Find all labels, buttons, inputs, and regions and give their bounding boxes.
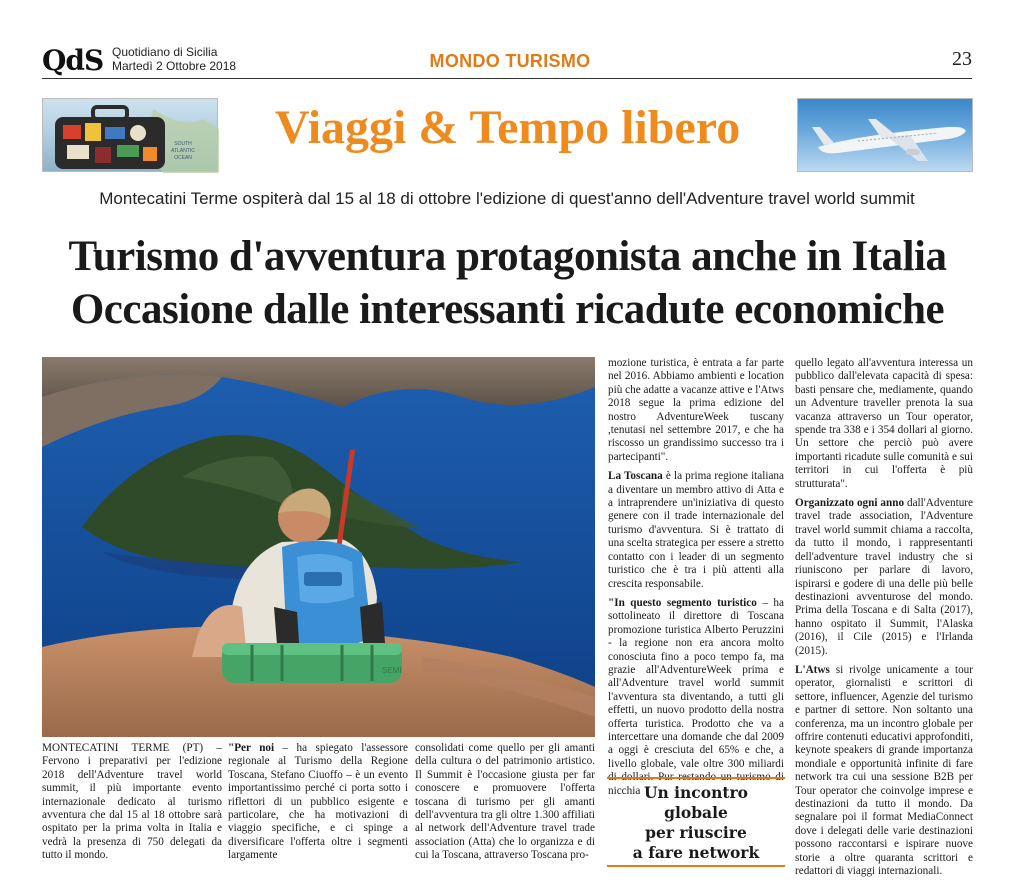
dateline: MONTECATINI TERME (PT) –: [42, 742, 222, 754]
suitcase-image: [42, 98, 218, 172]
map-label: [171, 141, 195, 161]
pull-quote-line-3: per riuscire: [645, 823, 747, 842]
header-rule: [42, 78, 972, 79]
hiker-photo: [42, 357, 595, 737]
article-column-2: [228, 742, 408, 882]
banner-title: Viaggi & Tempo libero: [274, 101, 741, 154]
column-4-para-2: è la prima regione italiana a diventare un membro attivo di Atta e a intraprendere un'iniziativa di questo genere con il trade internazionale del turismo d'avventura. Si è trattato di una scelta strategica per essere a stretto contatto con i leader di un segmento turistico che è tra i più attenti alla crescita responsabile.: [608, 470, 784, 590]
paper-info: [112, 45, 236, 73]
newspaper-logo: QdS: [42, 44, 104, 77]
issue-date: Martedì 2 Ottobre 2018: [112, 59, 237, 73]
section-title: MONDO TURISMO: [429, 51, 591, 71]
column-2-text: – ha spiegato l'assessore regionale al Turismo della Regione Toscana, Stefano Ciuoffo – è un evento importantissimo perché ci porta sotto i riflettori di un pubblico esigente e particolare, che ha motivazioni di viaggio specifiche, e ci spinge a diversificare l'offerta oltre i segmenti largamente: [228, 742, 408, 862]
paper-name: Quotidiano di Sicilia: [112, 45, 218, 59]
column-1-text: Fervono i preparativi per l'edizione 2018 dell'Adventure travel world summit, il più importante evento internazionale dedicato al turismo avventura che dal 15 al 18 ottobre sarà ospitato per la prima volta in Italia e vedrà la presenza di 750 delegati da tutto il mondo.: [42, 755, 222, 862]
article-column-3: [415, 742, 595, 882]
column-4-para-2-lead: La Toscana: [608, 470, 663, 483]
airplane-image: [797, 98, 973, 172]
headline-line-2: Occasione dalle interessanti ricadute economiche: [70, 286, 945, 333]
column-5-para-2-lead: Organizzato ogni anno: [795, 497, 905, 510]
pull-quote: [607, 777, 785, 867]
column-5-para-3: si rivolge unicamente a tour operator, giornalisti e scrittori di settore, influencer, Agenzie del turismo e partner di settore. Non soltanto una conferenza, ma un incontro globale per offrire contenuti educativi approfonditi, keynote speakers di grande importanza mondiale e opportunità infinite di fare network tra cui una sessione B2B per Tour operator che coinvolge imprese e destinazioni da tutto il mondo. Da segnalare poi il format MediaConnect dove i delegati delle varie destinazioni possono raccontarsi e ispirare nuove storie a oltre quaranta scrittori e redattori di viaggi internazionali.: [795, 663, 973, 878]
column-4-para-3: – ha sottolineato il direttore di Toscana promozione turistica Alberto Peruzzini - la regione non era ancora molto conosciuta fino a poco tempo fa, ma grazie all'AdventureWeek prima e all'Adventure travel world summit l'avventura sta diventando, a tutti gli effetti, un nuovo prodotto della nostra offerta turistica. Prodotto che va a intercettare una domande che dal 2009 a oggi è cresciuta del 65% e che, a livello globale, vale oltre 300 miliardi di dollari. Pur restando un turismo di nicchia: [608, 596, 784, 797]
article-headline: [30, 230, 985, 336]
bag-label: SEMI: [382, 666, 402, 675]
headline-line-1: Turismo d'avventura protagonista anche in Italia: [68, 233, 947, 280]
article-kicker: Montecatini Terme ospiterà dal 15 al 18 di ottobre l'edizione di quest'anno dell'Adventure travel world summit: [99, 189, 915, 208]
column-5-para-2: dall'Adventure travel trade association, l'Adventure travel world summit chiama a raccolta, da tutto il mondo, i rappresentanti dell'adventure travel industry che si riuniscono per parlare di lavoro, ispirarsi e godere di una delle più belle destinazioni avventurose del mondo. Prima della Toscana e di Salta (2017), hanno ospitato il Summit, l'Alaska (2016), il Cile (2015) e l'Irlanda (2015).: [795, 497, 973, 657]
column-4-para-3-lead: "In questo segmento turistico: [608, 596, 757, 609]
pull-quote-line-4: a fare network: [632, 843, 760, 862]
column-3-text: consolidati come quello per gli amanti della cultura o del patrimonio artistico. Il Summit è l'occasione giusta per far conoscere e promuovere l'offerta toscana di turismo per gli amanti dell'avventura tra gli oltre 1.300 affiliati al network dell'Adventure travel trade association (Atta) che lo organizza e di cui la Toscana, attraverso Toscana pro-: [415, 742, 595, 862]
page-number: 23: [952, 48, 972, 70]
pull-quote-line-1: Un incontro: [643, 783, 749, 802]
column-4-para-1: mozione turistica, è entrata a far parte nel 2016. Abbiamo ambienti e location più che adatte a vacanze attive e l'Atws 2018 segue la prima edizione del nostro AdventureWeek tuscany ,tenutasi nel settembre 2017, e che ha riscosso un grandissimo successo tra i partecipanti".: [608, 357, 784, 463]
article-column-1: [42, 742, 222, 882]
pull-quote-line-2: globale: [664, 803, 728, 822]
svg-text:OCEAN: OCEAN: [174, 155, 192, 161]
column-2-lead: "Per noi: [228, 742, 275, 754]
svg-text:ATLANTIC: ATLANTIC: [171, 148, 195, 154]
column-5-para-1: quello legato all'avventura interessa un pubblico dall'elevata capacità di spesa: basti pensare che, mediamente, quando un Adventure traveller prenota la sua vacanza attraverso un Tour operator, spende tra 338 e i 354 dollari al giorno. Un settore che perciò può avere importanti ricadute sulle comunità e sui territori in cui l'offerta è più strutturata".: [795, 357, 973, 490]
article-column-5: [795, 357, 973, 877]
column-5-para-3-lead: L'Atws: [795, 663, 830, 676]
svg-text:SOUTH: SOUTH: [174, 141, 192, 147]
